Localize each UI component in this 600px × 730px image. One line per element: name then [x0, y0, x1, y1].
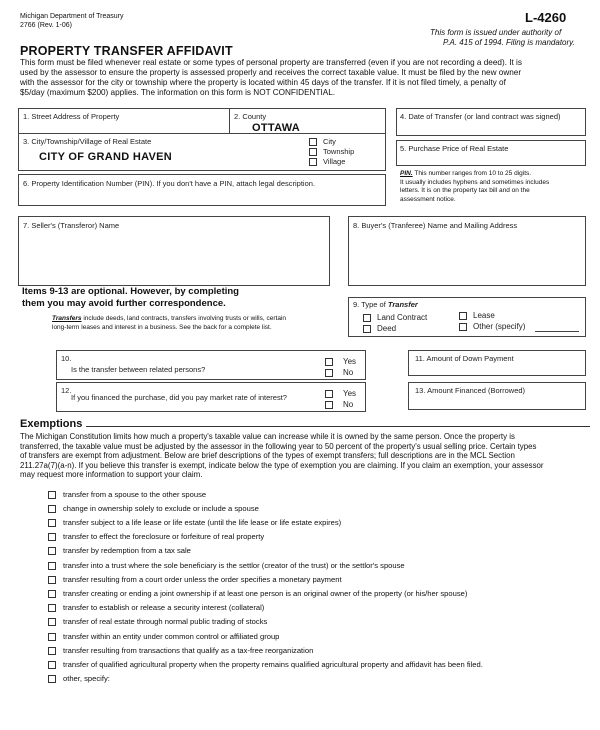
field-2-label: 2. County	[234, 112, 267, 121]
field-10-no-checkbox[interactable]	[325, 369, 333, 377]
exemptions-heading: Exemptions	[20, 418, 83, 430]
exemption-label: transfer within an entity under common control or affiliated group	[63, 632, 280, 641]
pin-note	[400, 170, 549, 204]
agency-name: Michigan Department of Treasury	[20, 13, 124, 20]
lease-checkbox[interactable]	[459, 312, 467, 320]
exemption-label: other, specify:	[63, 674, 110, 683]
land-contract-checkbox[interactable]	[363, 314, 371, 322]
township-checkbox[interactable]	[309, 148, 317, 156]
exemptions-line: of transfers are exempt from adjustment. Below are brief descriptions of the types of exempt transfers; full descriptions are in the MCL Section	[20, 451, 515, 461]
field-12-yes-label: Yes	[343, 389, 357, 398]
authority-line-1: This form is issued under authority of	[430, 28, 562, 37]
other-checkbox[interactable]	[459, 323, 467, 331]
exemption-label: transfer to effect the foreclosure or forfeiture of real property	[63, 532, 265, 541]
field-1-label: 1. Street Address of Property	[23, 112, 120, 121]
exemption-label: change in ownership solely to exclude or include a spouse	[63, 504, 259, 513]
field-9-label-em: Transfer	[387, 300, 418, 309]
transfers-word: Transfers	[52, 315, 82, 322]
field-9-type-of-transfer[interactable]	[348, 297, 586, 337]
transfers-note	[52, 314, 286, 332]
field-10-yes-label: Yes	[343, 357, 357, 366]
exemption-label: transfer to establish or release a security interest (collateral)	[63, 603, 265, 612]
optional-heading-line: them you may avoid further correspondence.	[22, 298, 226, 309]
deed-checkbox[interactable]	[363, 325, 371, 333]
exemption-checkbox[interactable]	[48, 533, 56, 541]
lease-label: Lease	[473, 311, 495, 320]
page-title: PROPERTY TRANSFER AFFIDAVIT	[20, 44, 233, 58]
township-option-label: Township	[323, 147, 355, 156]
field-11-label: 11. Amount of Down Payment	[415, 354, 514, 363]
city-checkbox[interactable]	[309, 138, 317, 146]
transfers-note-line: long-term leases and interest in a business. See the back for a complete list.	[52, 324, 272, 331]
field-2-value: OTTAWA	[252, 122, 301, 134]
form-number: L-4260	[525, 10, 567, 25]
field-9-label	[353, 300, 418, 309]
intro-paragraph	[20, 58, 592, 98]
optional-heading	[22, 286, 239, 310]
field-3-value: CITY OF GRAND HAVEN	[39, 151, 173, 163]
transfers-note-line	[52, 314, 286, 323]
field-10-number: 10.	[61, 354, 72, 363]
field-6-pin[interactable]	[18, 174, 386, 206]
form-revision: 2766 (Rev. 1-06)	[20, 22, 73, 29]
exemption-checkbox[interactable]	[48, 491, 56, 499]
field-5-purchase-price[interactable]	[396, 140, 586, 166]
field-8-label: 8. Buyer's (Tranferee) Name and Mailing Address	[353, 221, 518, 230]
field-12-number: 12.	[61, 386, 72, 395]
exemptions-line: may request more information to support your claim.	[20, 470, 203, 480]
pin-note-text: This number ranges from 10 to 25 digits.	[414, 170, 532, 177]
exemption-label: transfer into a trust where the sole beneficiary is the settlor (creator of the trust) or the settlor's spouse	[63, 561, 405, 570]
exemption-checkbox[interactable]	[48, 604, 56, 612]
exemption-label: transfer by redemption from a tax sale	[63, 546, 191, 555]
intro-line: This form must be filed whenever real estate or some types of personal property are transferred (even if you are not recording a deed). It is	[20, 58, 522, 67]
exemption-label: transfer resulting from transactions that qualify as a tax-free reorganization	[63, 646, 314, 655]
field-10-related-persons	[56, 350, 366, 380]
pin-note-title: PIN.	[400, 170, 413, 177]
exemption-checkbox[interactable]	[48, 505, 56, 513]
other-label: Other (specify)	[473, 322, 526, 331]
field-1-street-address[interactable]	[18, 108, 230, 134]
field-10-no-label: No	[343, 368, 354, 377]
field-10-question: Is the transfer between related persons?	[71, 365, 206, 374]
transfers-note-text: include deeds, land contracts, transfers involving trusts or wills, certain	[83, 315, 287, 322]
field-3-label: 3. City/Township/Village of Real Estate	[23, 137, 152, 146]
exemption-checkbox[interactable]	[48, 562, 56, 570]
exemption-checkbox[interactable]	[48, 576, 56, 584]
field-5-label: 5. Purchase Price of Real Estate	[400, 144, 509, 153]
village-option-label: Village	[323, 157, 346, 166]
field-2-county[interactable]	[229, 108, 386, 134]
field-7-label: 7. Seller's (Transferor) Name	[23, 221, 120, 230]
pin-note-line: assessment notice.	[400, 195, 456, 203]
exemption-label: transfer of real estate through normal public trading of stocks	[63, 617, 268, 626]
field-10-yes-checkbox[interactable]	[325, 358, 333, 366]
intro-line: used by the assessor to ensure the property is assessed properly and receives the correct taxable value. It must be filed by the new owner	[20, 68, 522, 77]
exemption-checkbox[interactable]	[48, 647, 56, 655]
exemptions-paragraph	[20, 432, 592, 480]
exemption-checkbox[interactable]	[48, 519, 56, 527]
deed-label: Deed	[377, 324, 397, 333]
exemption-label: transfer subject to a life lease or life estate (until the life lease or life estate expires)	[63, 518, 342, 527]
other-specify-line[interactable]	[535, 331, 579, 332]
pin-note-line: letters. It is on the property tax bill and on the	[400, 187, 530, 194]
field-12-yes-checkbox[interactable]	[325, 390, 333, 398]
exemption-checkbox[interactable]	[48, 661, 56, 669]
field-6-label: 6. Property Identification Number (PIN). If you don't have a PIN, attach legal description.	[23, 179, 315, 188]
pin-note-line	[400, 170, 549, 179]
field-11-down-payment[interactable]	[408, 350, 586, 376]
field-9-label-text: 9. Type of	[353, 300, 386, 309]
exemptions-line: The Michigan Constitution limits how much a property's taxable value can increase while it is owned by the same person. Once the property is	[20, 432, 515, 441]
exemption-checkbox[interactable]	[48, 675, 56, 683]
exemption-label: transfer resulting from a court order unless the order specifies a monetary payment	[63, 575, 342, 584]
field-4-label: 4. Date of Transfer (or land contract was signed)	[400, 112, 561, 121]
field-4-date-of-transfer[interactable]	[396, 108, 586, 136]
city-option-label: City	[323, 137, 336, 146]
intro-line: with the assessor for the city or township where the property is located within 45 days of the transfer. If it is not filed timely, a penalty of	[20, 78, 506, 87]
village-checkbox[interactable]	[309, 158, 317, 166]
authority-line-2: P.A. 415 of 1994. Filing is mandatory.	[443, 38, 575, 47]
pin-note-line: It usually includes hyphens and sometimes includes	[400, 178, 550, 186]
exemption-checkbox[interactable]	[48, 618, 56, 626]
field-3-municipality[interactable]	[18, 133, 386, 171]
field-13-label: 13. Amount Financed (Borrowed)	[415, 386, 526, 395]
field-12-no-checkbox[interactable]	[325, 401, 333, 409]
exemption-label: transfer creating or ending a joint ownership if at least one person is an original owner of the property (or his/her spouse)	[63, 589, 468, 598]
field-13-amount-financed[interactable]	[408, 382, 586, 410]
exemptions-rule	[86, 426, 590, 427]
exemption-checkbox[interactable]	[48, 547, 56, 555]
exemption-label: transfer from a spouse to the other spouse	[63, 490, 207, 499]
exemption-checkbox[interactable]	[48, 633, 56, 641]
field-7-seller-name[interactable]	[18, 216, 330, 286]
field-12-market-rate	[56, 382, 366, 412]
field-8-buyer-name-address[interactable]	[348, 216, 586, 286]
field-12-question: If you financed the purchase, did you pay market rate of interest?	[71, 393, 287, 402]
exemptions-line: 211.27a(7)(a-n). If you believe this transfer is exempt, indicate below the type of exemption you are claiming. If you claim an exemption, your assessor	[20, 460, 544, 470]
optional-heading-line: Items 9-13 are optional. However, by completing	[22, 286, 239, 297]
intro-line: $5/day (maximum $200) applies. The information on this form is NOT CONFIDENTIAL.	[20, 88, 336, 97]
land-contract-label: Land Contract	[377, 313, 428, 322]
exemption-label: transfer of qualified agricultural property when the property remains qualified agricultural property and affidavit has been filed.	[63, 660, 483, 669]
exemption-checkbox[interactable]	[48, 590, 56, 598]
field-12-no-label: No	[343, 400, 354, 409]
exemptions-line: transferred, the taxable value must be adjusted by the assessor in the following year to 50 percent of the property's usual selling price. Certain types	[20, 441, 537, 451]
